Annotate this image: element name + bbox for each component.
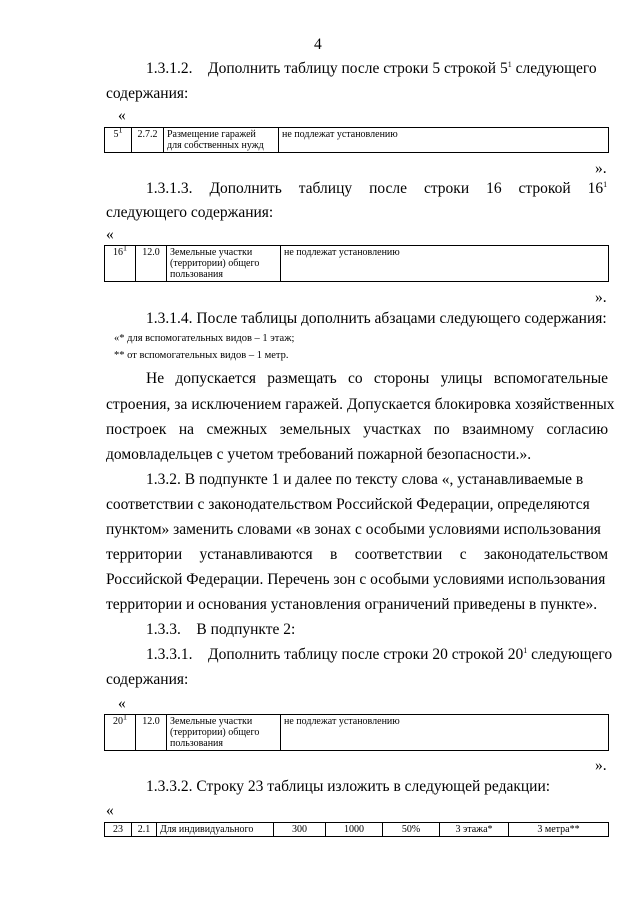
section-text: Дополнить таблицу после строки 5 строкой 5 [208, 60, 508, 77]
quote-close: ». [595, 289, 607, 306]
quote-close: ». [595, 160, 607, 177]
section-1-3-1-3-line2: следующего содержания: [106, 204, 274, 221]
paragraph-line: строения, за исключением гаражей. Допускается блокировка хозяйственных [106, 396, 615, 413]
section-1-3-1-4: 1.3.1.4. После таблицы дополнить абзацами следующего содержания: [146, 310, 607, 327]
table-row-16-1 [104, 245, 609, 282]
cell-num: $5^1$ [105, 128, 132, 153]
cell-name: Земельные участки (территории) общего пользования [167, 246, 281, 282]
section-1-3-2-line: 1.3.2. В подпункте 1 и далее по тексту слова «, устанавливаемые в [146, 471, 584, 488]
cell-value: не подлежат установлению [279, 128, 609, 153]
cell-num: $16^1$ [105, 246, 136, 282]
quote-open: « [118, 107, 126, 124]
cell-num: $20^1$ [105, 715, 136, 751]
section-1-3-3-1-line2: содержания: [106, 671, 189, 688]
cell-floors: 3 этажа* [440, 823, 509, 837]
section-1-3-2-line: Российской Федерации. Перечень зон с особыми условиями использования [106, 571, 606, 588]
cell-value: не подлежат установлению [281, 715, 609, 751]
section-1-3-3: 1.3.3. В подпункте 2: [146, 621, 296, 638]
cell-value: не подлежат установлению [281, 246, 609, 282]
cell-max-area: 1000 [326, 823, 383, 837]
cell-code: 12.0 [136, 715, 167, 751]
section-1-3-2-line: территории устанавливаются в соответствии с законодательством [106, 546, 609, 563]
footnote-line-2: ** от вспомогательных видов – 1 метр. [114, 350, 289, 361]
section-1-3-1-3-line1: 1.3.1.3. Дополнить таблицу после строки 16 строкой $16^1$ [146, 179, 608, 197]
section-1-3-2-line: территории и основания установления ограничений приведены в пункте». [106, 596, 598, 613]
paragraph-line: построек на смежных земельных участках по взаимному согласию [106, 421, 609, 438]
section-1-3-1-2-line1 [146, 60, 597, 78]
cell-min-area: 300 [274, 823, 326, 837]
paragraph-line: домовладельцев с учетом требований пожарной безопасности.». [106, 446, 532, 463]
cell-code: 12.0 [136, 246, 167, 282]
section-1-3-2-line: пунктом» заменить словами «в зонах с особыми условиями использования [106, 521, 601, 538]
table-row-23 [104, 822, 609, 837]
section-1-3-3-1-line1: 1.3.3.1. Дополнить таблицу после строки 20 строкой $20^1$ следующего [146, 645, 613, 663]
quote-open: « [118, 695, 126, 712]
section-number: 1.3.1.2. [146, 60, 193, 77]
cell-name: Для индивидуального [157, 823, 274, 837]
cell-coverage: 50% [383, 823, 440, 837]
section-1-3-3-2: 1.3.3.2. Строку 23 таблицы изложить в следующей редакции: [146, 778, 551, 795]
cell-setback: 3 метра** [509, 823, 609, 837]
cell-code: 2.1 [132, 823, 157, 837]
table-row-20-1 [104, 714, 609, 751]
quote-open: « [106, 802, 114, 819]
cell-name: Земельные участки (территории) общего пользования [167, 715, 281, 751]
cell-code: 2.7.2 [132, 128, 164, 153]
table-row-5-1 [104, 127, 609, 153]
quote-open: « [106, 226, 114, 243]
cell-name: Размещение гаражей для собственных нужд [164, 128, 279, 153]
section-1-3-1-2-line2: содержания: [106, 85, 189, 102]
page-number: 4 [314, 36, 322, 53]
section-1-3-2-line: соответствии с законодательством Российской Федерации, определяются [106, 496, 590, 513]
section-text-end: следующего [511, 60, 597, 77]
cell-num: 23 [105, 823, 132, 837]
quote-close: ». [595, 757, 607, 774]
paragraph-line: Не допускается размещать со стороны улицы вспомогательные [146, 370, 609, 387]
footnote-line-1: «* для вспомогательных видов – 1 этаж; [114, 333, 295, 344]
superscript: 1 [507, 59, 512, 69]
